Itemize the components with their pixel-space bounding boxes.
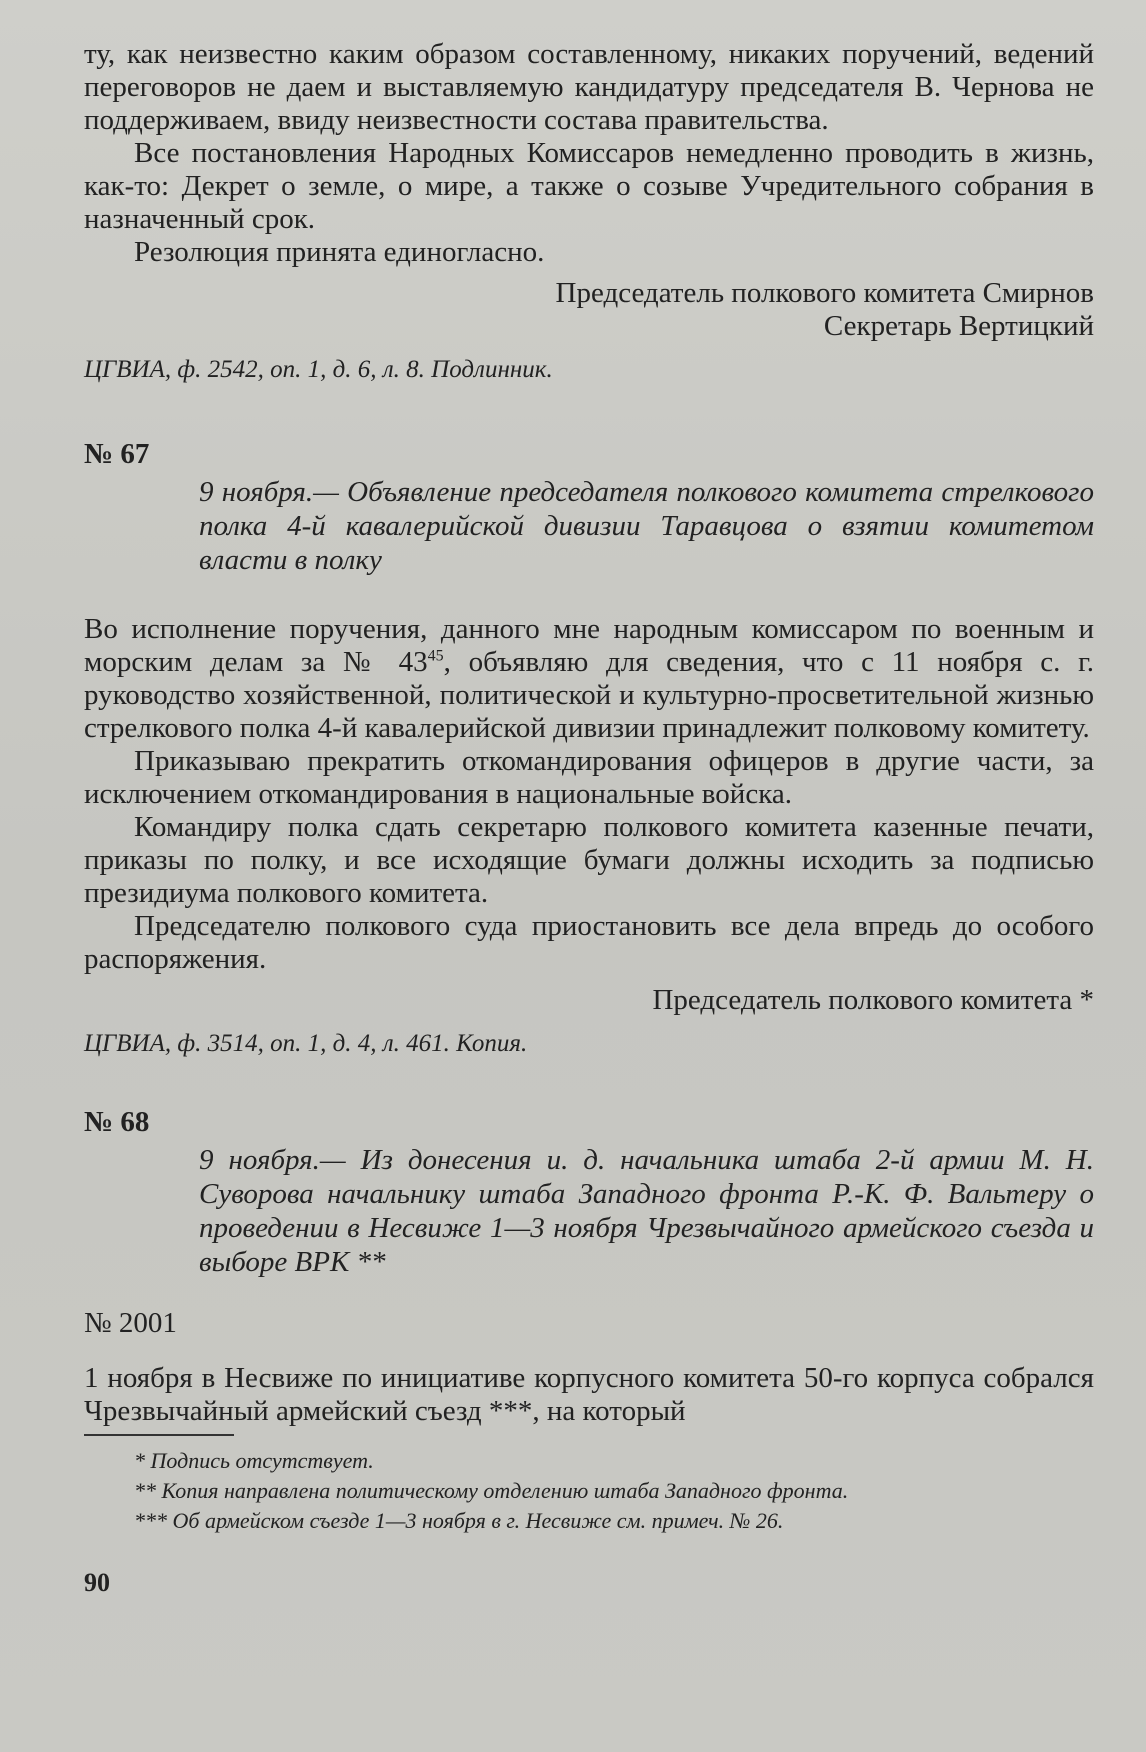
intro-source: ЦГВИА, ф. 2542, оп. 1, д. 6, л. 8. Подлинник. (84, 356, 553, 383)
intro-signature-chairman: Председатель полкового комитета Смирнов (555, 277, 1094, 309)
doc-67-paragraph-3: Командиру полка сдать секретарю полкового комитета казенные печати, приказы по полку, и все исходящие бумаги должны исходить за подписью президиума полкового комитета. (84, 811, 1094, 909)
doc-68-number: № 68 (84, 1106, 150, 1138)
doc-67-paragraph-1-after: , объявляю для сведения, что с 11 ноября с. г. руководство хозяйственной, политической и культурно-просветительной жизнью стрелкового полка 4-й кавалерийской дивизии принадлежит полковому комитету. (84, 646, 1094, 744)
doc-67-signature: Председатель полкового комитета * (652, 984, 1094, 1016)
doc-68-heading: 9 ноября.— Из донесения и. д. начальника штаба 2-й армии М. Н. Суворова начальнику штаба Западного фронта Р.-К. Ф. Вальтеру о проведении в Несвиже 1—3 ноября Чрезвычайного армейского съезда и выборе ВРК ** (199, 1144, 1094, 1278)
page-number: 90 (84, 1568, 110, 1597)
doc-67-paragraph-1-before: Во исполнение поручения, данного мне народным комиссаром по военным и морским делам за № 43 (84, 613, 1094, 678)
doc-67-note-ref: 45 (427, 647, 444, 665)
doc-67-heading: 9 ноября.— Объявление председателя полкового комитета стрелкового полка 4-й кавалерийской дивизии Таравцова о взятии комитетом власти в полку (199, 476, 1094, 576)
page-content (84, 38, 1094, 1599)
doc-68-paragraph-1: 1 ноября в Несвиже по инициативе корпусного комитета 50-го корпуса собрался Чрезвычайный армейский съезд ***, на который (84, 1362, 1094, 1427)
intro-paragraph-1: ту, как неизвестно каким образом составленному, никаких поручений, ведений переговоров не даем и выставляемую кандидатуру председателя В. Чернова не поддерживаем, ввиду неизвестности состава правительства. (84, 38, 1094, 136)
doc-67-paragraph-1 (84, 613, 1094, 745)
doc-67-paragraph-2: Приказываю прекратить откомандирования офицеров в другие части, за исключением откомандирования в национальные войска. (84, 745, 1094, 810)
footnote-3: *** Об армейском съезде 1—3 ноября в г. Несвиже см. примеч. № 26. (134, 1508, 784, 1533)
doc-67-paragraph-4: Председателю полкового суда приостановить все дела впредь до особого распоряжения. (84, 910, 1094, 975)
intro-paragraph-2: Все постановления Народных Комиссаров немедленно проводить в жизнь, как-то: Декрет о земле, о мире, а также о созыве Учредительного собрания в назначенный срок. (84, 137, 1094, 235)
intro-signature-secretary: Секретарь Вертицкий (823, 310, 1094, 342)
doc-67-source: ЦГВИА, ф. 3514, оп. 1, д. 4, л. 461. Копия. (84, 1030, 528, 1057)
doc-68-subnumber: № 2001 (84, 1307, 177, 1339)
doc-67-number: № 67 (84, 438, 150, 470)
footnote-divider (84, 1434, 234, 1436)
footnote-1: * Подпись отсутствует. (134, 1448, 374, 1473)
intro-paragraph-3: Резолюция принята единогласно. (134, 236, 545, 268)
footnote-2: ** Копия направлена политическому отделению штаба Западного фронта. (134, 1478, 849, 1503)
